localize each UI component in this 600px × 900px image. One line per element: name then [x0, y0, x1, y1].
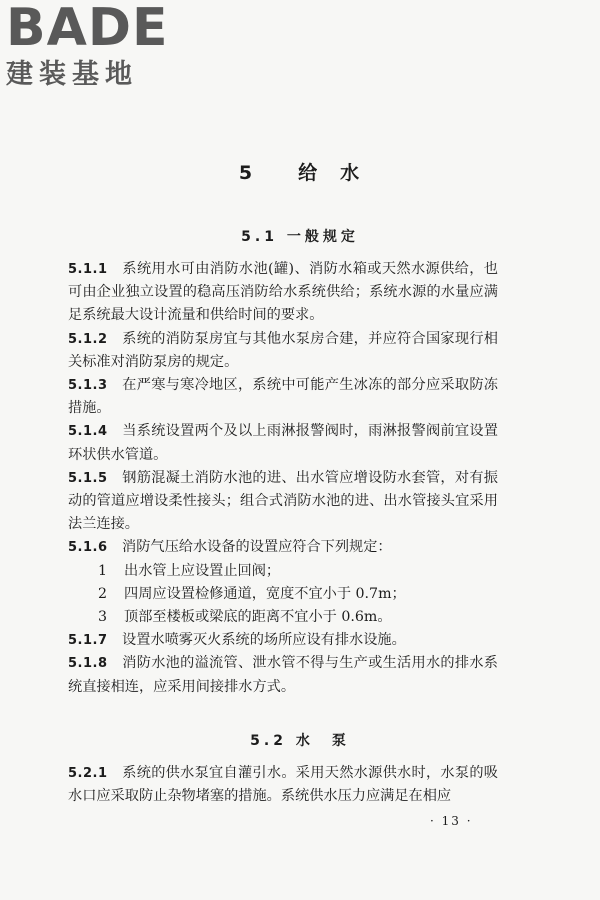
item-number: 1 [98, 562, 108, 579]
clause-number: 5.1.8 [68, 656, 108, 672]
logo-wordmark: BADE [6, 0, 169, 58]
clause-text: 钢筋混凝土消防水池的进、出水管应增设防水套管，对有振动的管道应增设柔性接头；组合式消防水池的进、出水管接头宜采用法兰连接。 [68, 469, 498, 533]
clause-text: 消防水池的溢流管、泄水管不得与生产或生活用水的排水系统直接相连，应采用间接排水方式。 [68, 655, 498, 695]
clause-number: 5.1.5 [68, 470, 108, 486]
section-5-2-heading: 5.2 水 泵 [250, 733, 350, 749]
clause-5-1-7 [68, 629, 498, 652]
clause-number: 5.1.4 [68, 424, 108, 440]
item-number: 2 [98, 585, 108, 602]
item-number: 3 [98, 609, 108, 626]
clause-text: 设置水喷雾灭火系统的场所应设有排水设施。 [122, 632, 406, 649]
clause-5-1-3 [68, 374, 498, 420]
list-item [68, 583, 498, 606]
clause-text: 系统的供水泵宜自灌引水。采用天然水源供水时，水泵的吸水口应采取防止杂物堵塞的措施。系统供水压力应满足在相应 [68, 765, 498, 805]
clause-5-1-6 [68, 536, 498, 559]
clause-text: 消防气压给水设备的设置应符合下列规定： [122, 539, 392, 556]
clause-number: 5.1.3 [68, 378, 108, 394]
clause-5-1-8 [68, 652, 498, 698]
clause-5-1-4 [68, 420, 498, 466]
clause-text: 在严寒与寒冷地区，系统中可能产生冰冻的部分应采取防冻措施。 [68, 377, 498, 417]
clause-text: 当系统设置两个及以上雨淋报警阀时，雨淋报警阀前宜设置环状供水管道。 [68, 423, 498, 463]
clause-5-2-1 [68, 762, 498, 808]
clause-text: 系统的消防泵房宜与其他水泵房合建，并应符合国家现行相关标准对消防泵房的规定。 [68, 330, 498, 370]
item-text: 出水管上应设置止回阀； [124, 562, 281, 579]
logo-subtitle: 建装基地 [6, 59, 138, 90]
clause-5-1-1 [68, 258, 498, 328]
list-item [68, 606, 498, 629]
list-item [68, 560, 498, 583]
chapter-heading [0, 158, 600, 185]
clause-number: 5.1.1 [68, 262, 108, 277]
item-text: 四周应设置检修通道，宽度不宜小于 0.7m； [124, 585, 406, 602]
chapter-title: 给 水 [298, 162, 362, 184]
clause-5-1-5 [68, 467, 498, 537]
section-5-1-body [68, 258, 498, 699]
clause-number: 5.2.1 [68, 766, 108, 781]
section-5-2-body [68, 762, 498, 808]
clause-5-1-2 [68, 328, 498, 374]
section-5-1-heading: 5.1 一般规定 [241, 229, 359, 245]
clause-text: 系统用水可由消防水池(罐)、消防水箱或天然水源供给，也可由企业独立设置的稳高压消防给水系统供给；系统水源的水量应满足系统最大设计流量和供给时间的要求。 [68, 261, 498, 324]
clause-number: 5.1.7 [68, 633, 108, 649]
page-number: · 13 · [430, 814, 473, 828]
chapter-number: 5 [238, 162, 255, 184]
clause-number: 5.1.2 [68, 331, 108, 347]
item-text: 顶部至楼板或梁底的距离不宜小于 0.6m。 [124, 609, 392, 626]
bade-logo [6, 2, 176, 92]
clause-number: 5.1.6 [68, 540, 108, 556]
